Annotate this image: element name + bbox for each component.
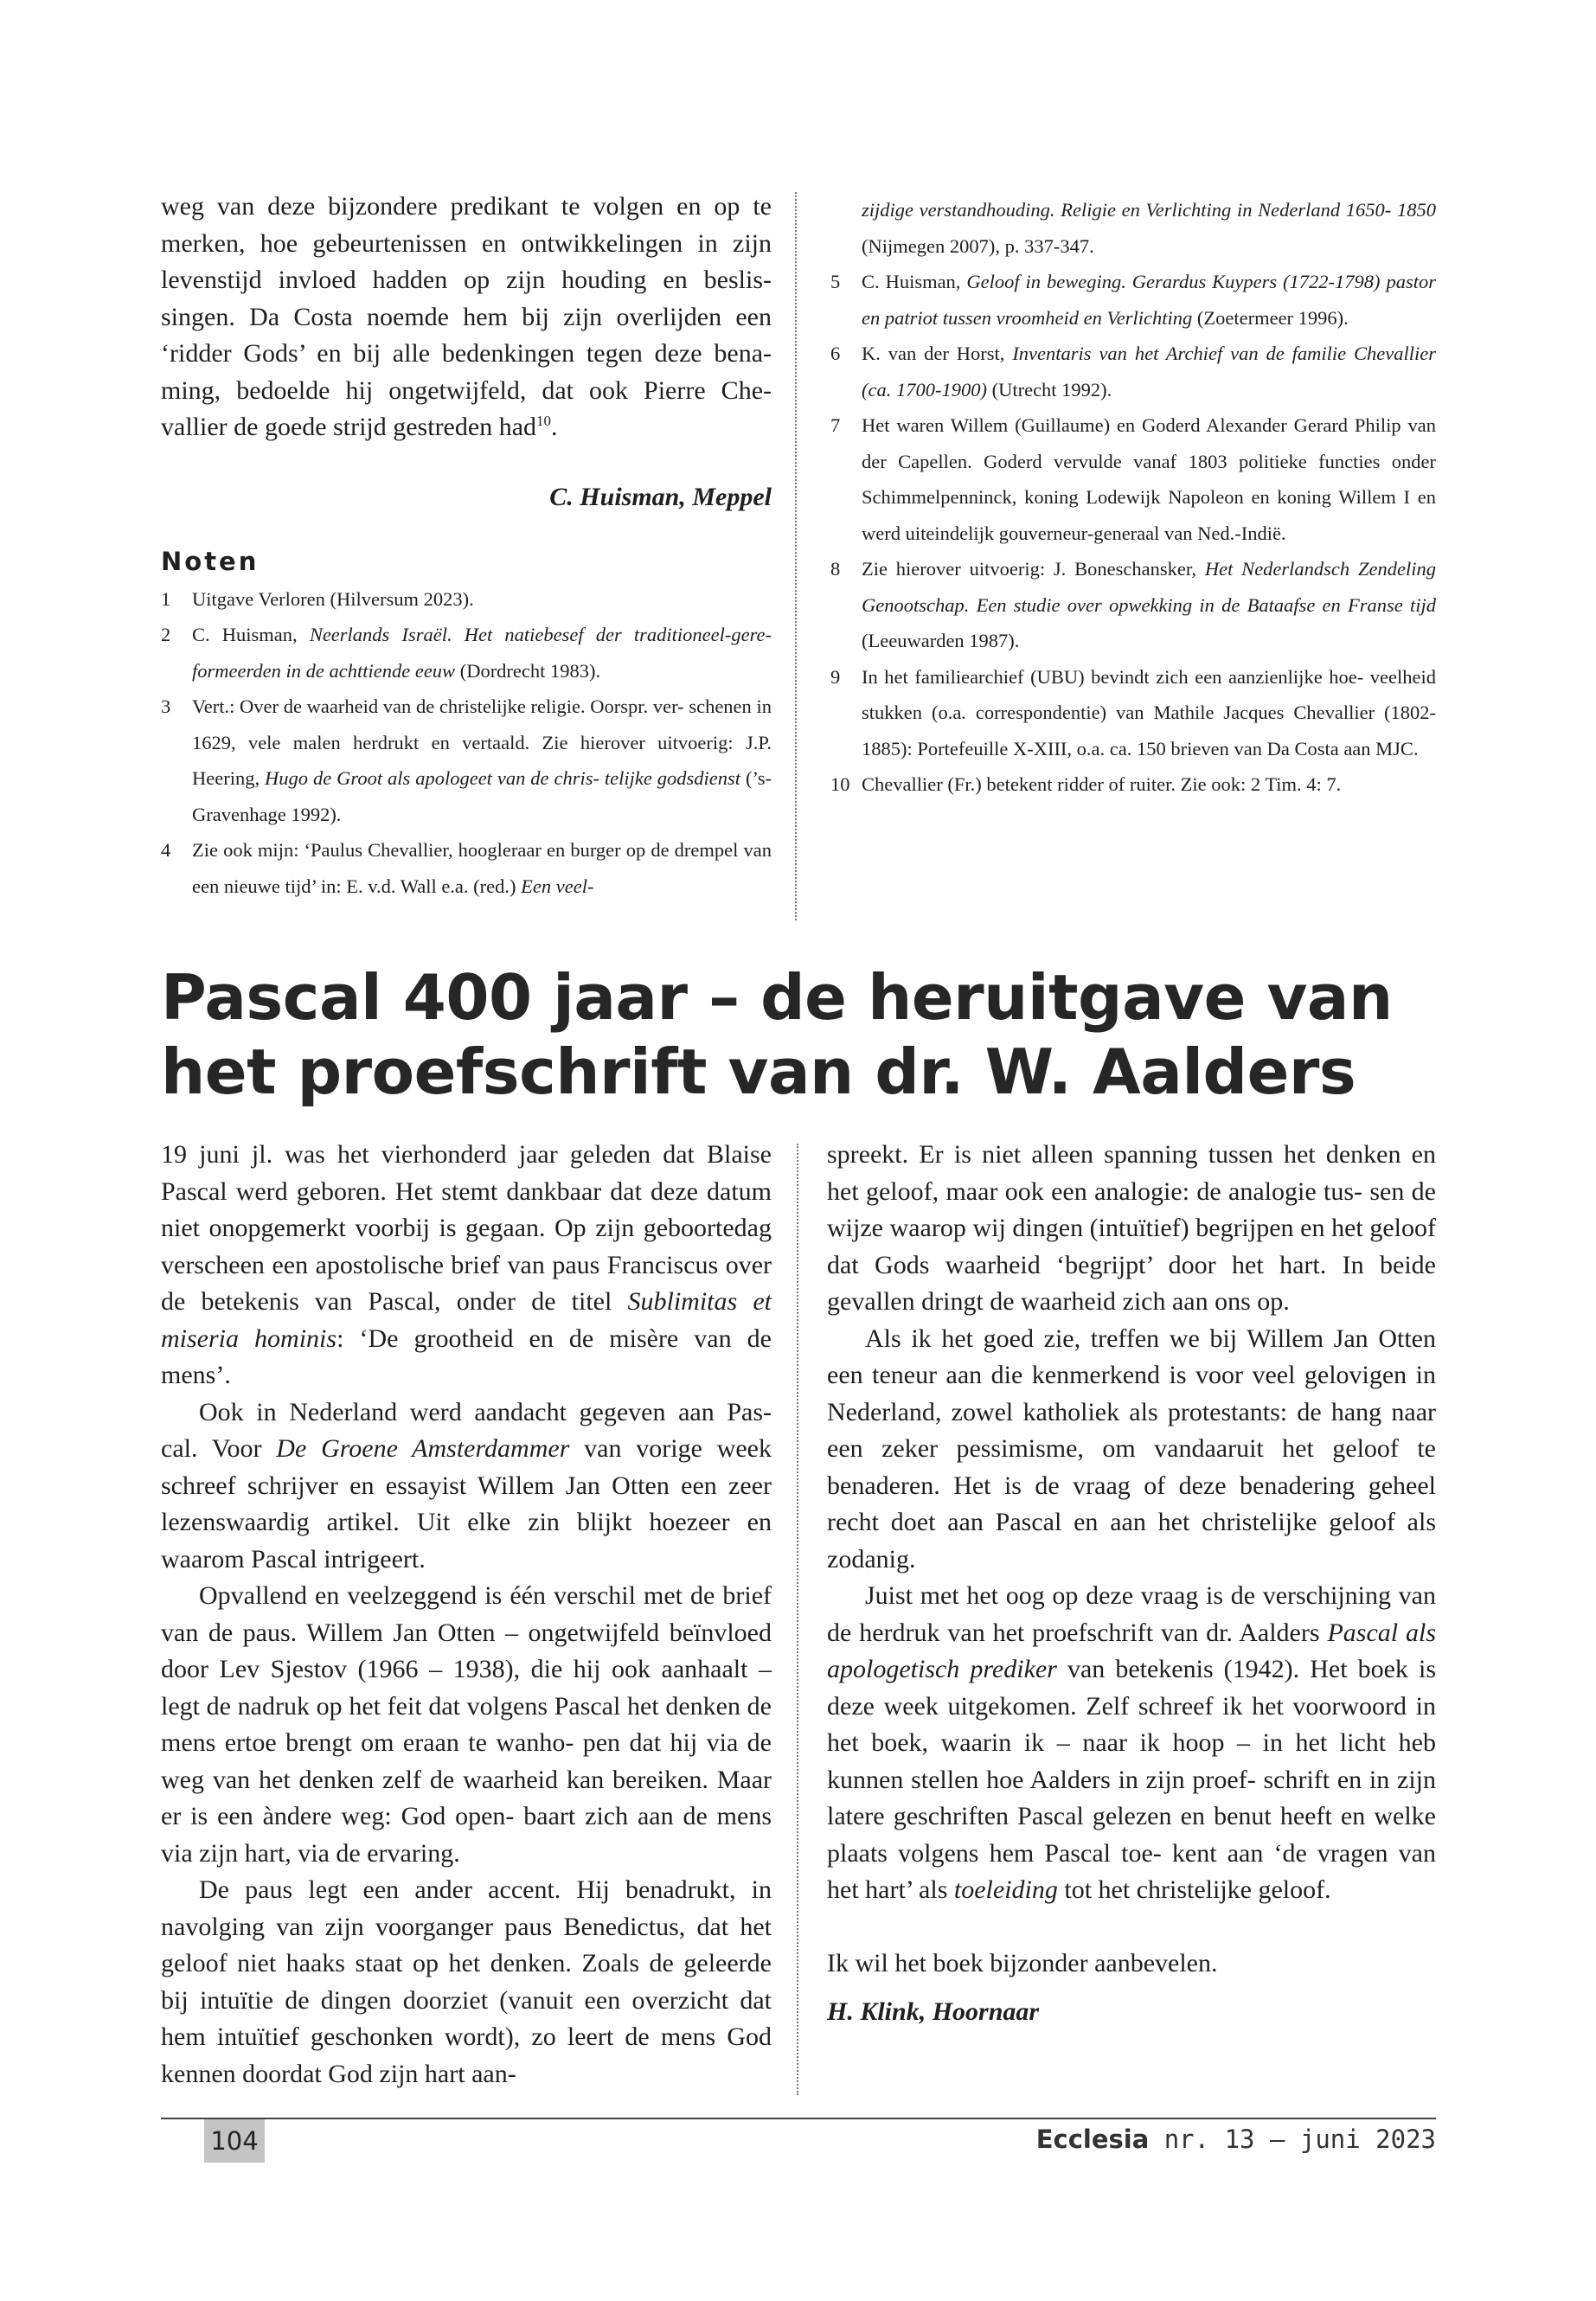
note-9: 9 In het familiearchief (UBU) bevindt zich een aanzienlijke hoe- veelheid stukken (o.a. correspondentie) van Mathile Jacques Chevallier (1802-1885): Portefeuille X-XIII, o.a. ca. 150 brieven van Da Costa aan MJC. bbox=[830, 665, 1436, 760]
article-paragraph-5: spreekt. Er is niet alleen spanning tussen het denken en het geloof, maar ook een analogie: de analogie tus- sen de wijze waarop wij dingen (intuïtief) begrijpen en het geloof dat Gods waarheid ‘begrijpt’ door het hart. In beide gevallen dringt de waarheid zich aan ons op. bbox=[827, 1140, 1436, 1316]
author-signature-huisman: C. Huisman, Meppel bbox=[549, 482, 772, 511]
note-4-continued: zijdige verstandhouding. Religie en Verlichting in Nederland 1650- 1850 (Nijmegen 2007), p. 337-347. bbox=[862, 199, 1436, 257]
note-1: 1 Uitgave Verloren (Hilversum 2023). bbox=[161, 587, 474, 610]
publication-info bbox=[1036, 2125, 1436, 2154]
note-5: 5 C. Huisman, Geloof in beweging. Gerardus Kuypers (1722-1798) pastor en patriot tussen vroomheid en Verlichting (Zoetermeer 1996). bbox=[830, 271, 1436, 329]
note-6: 6 K. van der Horst, Inventaris van het Archief van de familie Chevallier (ca. 1700-1900) (Utrecht 1992). bbox=[830, 343, 1436, 401]
note-7: 7 Het waren Willem (Guillaume) en Goderd Alexander Gerard Philip van der Capellen. Goderd vervulde vanaf 1803 politieke functies onder Schimmelpenninck, koning Lodewijk Napoleon en koning Willem I en werd uiteindelijk gouverneur-generaal van Ned.-Indië. bbox=[830, 414, 1436, 544]
column-divider-article bbox=[797, 1144, 798, 2095]
article-paragraph-2: Ook in Nederland werd aandacht gegeven aan Pas- cal. Voor De Groene Amsterdammer van vorige week schreef schrijver en essayist Willem Jan Otten een zeer lezenswaardig artikel. Uit elke zin blijkt hoezeer en waarom Pascal intrigeert. bbox=[161, 1397, 772, 1574]
article-right-column bbox=[827, 1137, 1436, 2031]
note-10: 10 Chevallier (Fr.) betekent ridder of ruiter. Zie ook: 2 Tim. 4: 7. bbox=[830, 773, 1342, 795]
notes-right-column bbox=[830, 192, 1436, 803]
issue-info: nr. 13 – juni 2023 bbox=[1149, 2125, 1436, 2154]
journal-name: Ecclesia bbox=[1035, 2125, 1150, 2154]
notes-list-left bbox=[161, 581, 772, 905]
note-8: 8 Zie hierover uitvoerig: J. Boneschansker, Het Nederlandsch Zendeling Genootschap. Een studie over opwekking in de Bataafse en Franse tijd (Leeuwarden 1987). bbox=[830, 558, 1436, 651]
note-2: 2 C. Huisman, Neerlands Israël. Het natiebesef der traditioneel-gere- formeerden in de achttiende eeuw (Dordrecht 1983). bbox=[161, 624, 772, 682]
author-signature-klink: H. Klink, Hoornaar bbox=[827, 1997, 1040, 2026]
footnote-ref-10[interactable]: 10 bbox=[536, 413, 552, 429]
closing-paragraph: weg van deze bijzondere predikant te volgen en op te merken, hoe gebeurtenissen en ontwikkelingen in zijn levenstijd invloed hadden op zijn houding en beslis- singen. Da Costa noemde hem bij zijn overlijden een ‘ridder Gods’ en bij alle bedenkingen tegen deze bena- ming, bedoelde hij ongetwijfeld, dat ook Pierre Che- vallier de goede strijd gestreden had$^{10}$. bbox=[161, 192, 772, 441]
notes-heading: Noten bbox=[161, 546, 260, 576]
article-headline: Pascal 400 jaar – de heruitgave van het proefschrift van dr. W. Aalders bbox=[161, 961, 1393, 1108]
article-paragraph-3: Opvallend en veelzeggend is één verschil met de brief van de paus. Willem Jan Otten – ongetwijfeld beïnvloed door Lev Sjestov (1966 – 1938), die hij ook aanhaalt – legt de nadruk op het feit dat volgens Pascal het denken de mens ertoe brengt om eraan te wanho- pen dat hij via de weg van het denken zelf de waarheid kan bereiken. Maar er is een àndere weg: God open- baart zich aan de mens via zijn hart, via de ervaring. bbox=[161, 1581, 772, 1868]
footer-rule bbox=[161, 2118, 1436, 2119]
article-left-column bbox=[161, 1137, 772, 2093]
note-4: 4 Zie ook mijn: ‘Paulus Chevallier, hoogleraar en burger op de drempel van een nieuwe tijd’ in: E. v.d. Wall e.a. (red.) Een veel- bbox=[161, 839, 772, 897]
article-paragraph-7: Juist met het oog op deze vraag is de verschijning van de herdruk van het proefschrift van dr. Aalders Pascal als apologetisch prediker van betekenis (1942). Het boek is deze week uitgekomen. Zelf schreef ik het voorwoord in het boek, waarin ik – naar ik hoop – in het licht heb kunnen stellen hoe Aalders in zijn proef- schrift en in zijn latere geschriften Pascal gelezen en benut heeft en welke plaats volgens hem Pascal toe- kent aan ‘de vragen van het hart’ als toeleiding tot het christelijke geloof. bbox=[827, 1581, 1436, 1904]
page-number: 104 bbox=[204, 2119, 265, 2163]
note-3: 3 Vert.: Over de waarheid van de christelijke religie. Oorspr. ver- schenen in 1629, vele malen herdrukt en vertaald. Zie hierover uitvoerig: J.P. Heering, Hugo de Groot als apologeet van de chris- telijke godsdienst (’s-Gravenhage 1992). bbox=[161, 695, 772, 825]
article-paragraph-1: 19 juni jl. was het vierhonderd jaar geleden dat Blaise Pascal werd geboren. Het stemt dankbaar dat deze datum niet onopgemerkt voorbij is gegaan. Op zijn geboortedag verscheen een apostolische brief van paus Franciscus over de betekenis van Pascal, onder de titel Sublimitas et miseria hominis: ‘De grootheid en de misère van de mens’. bbox=[161, 1140, 772, 1389]
article-paragraph-8: Ik wil het boek bijzonder aanbevelen. bbox=[827, 1948, 1218, 1977]
article-paragraph-4: De paus legt een ander accent. Hij benadrukt, in navolging van zijn voorganger paus Benedictus, dat het geloof niet haaks staat op het denken. Zoals de geleerde bij intuïtie de dingen doorziet (vanuit een overzicht dat hem intuïtief geschonken wordt), zo leert de mens God kennen doordat God zijn hart aan- bbox=[161, 1875, 772, 2088]
article-paragraph-6: Als ik het goed zie, treffen we bij Willem Jan Otten een teneur aan die kenmerkend is voor veel gelovigen in Nederland, zowel katholiek als protestants: de hang naar een zeker pessimisme, om vandaaruit het geloof te benaderen. Het is de vraag of deze benadering geheel recht doet aan Pascal en aan het christelijke geloof als zodanig. bbox=[827, 1324, 1436, 1574]
notes-list-right bbox=[830, 192, 1436, 803]
previous-article-left-column bbox=[161, 189, 772, 904]
column-divider-top bbox=[795, 192, 797, 920]
